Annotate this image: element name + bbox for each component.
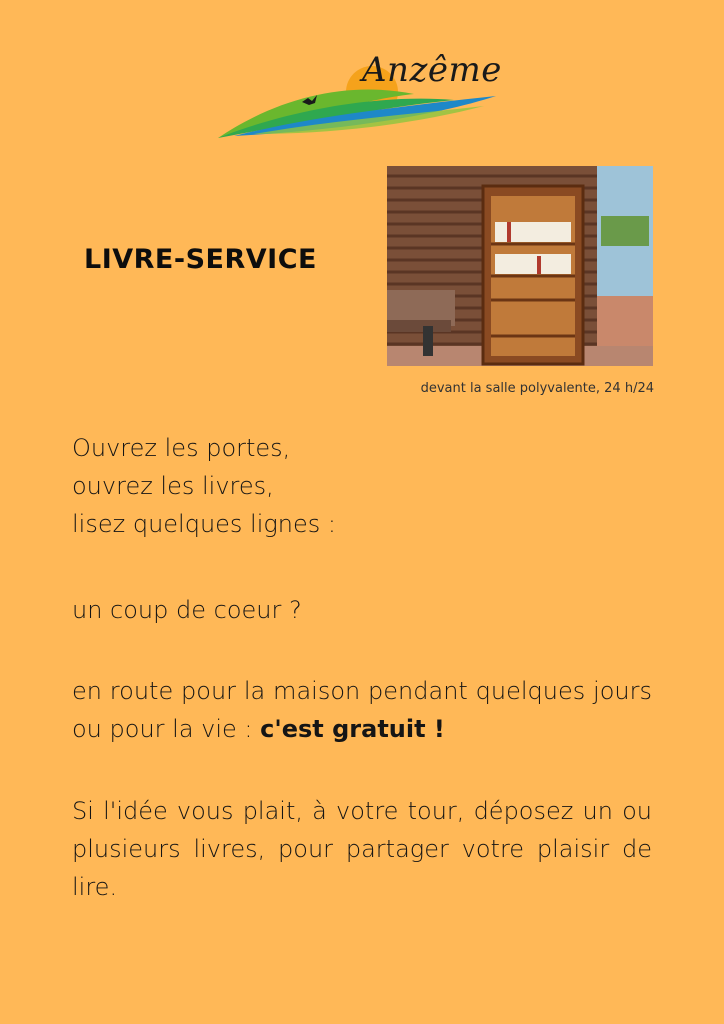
poem-line-2: ouvrez les livres, <box>72 472 274 500</box>
photo-caption: devant la salle polyvalente, 24 h/24 <box>420 381 654 396</box>
anzeme-logo <box>214 50 502 142</box>
book-cabinet-photo <box>387 166 653 366</box>
poem-block <box>72 429 652 543</box>
logo-text: Anzême <box>362 50 502 90</box>
gratuit-emphasis: c'est gratuit ! <box>260 715 445 743</box>
invite-paragraph: Si l'idée vous plait, à votre tour, déposez un ou plusieurs livres, pour partager votre plaisir de lire. <box>72 797 652 901</box>
route-text: en route pour la maison pendant quelques jours ou pour la vie : <box>72 677 652 743</box>
coup-de-coeur-paragraph: un coup de coeur ? <box>72 596 302 624</box>
route-paragraph <box>72 672 652 748</box>
poem-line-1: Ouvrez les portes, <box>72 434 291 462</box>
page-title: LIVRE-SERVICE <box>84 244 317 275</box>
poem-line-3: lisez quelques lignes : <box>72 510 336 538</box>
